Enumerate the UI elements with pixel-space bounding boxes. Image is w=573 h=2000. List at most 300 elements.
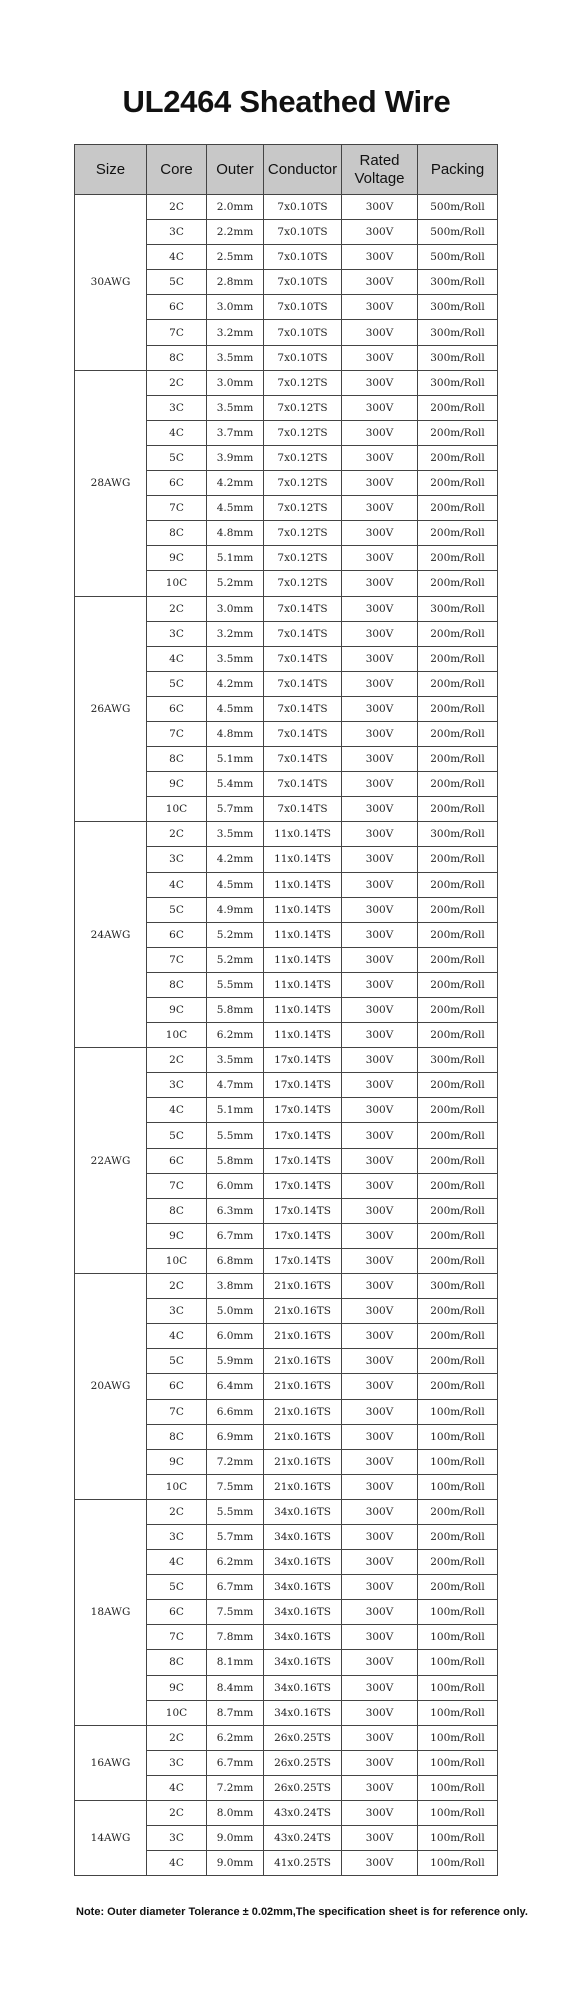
cell-rated-voltage: 300V	[342, 696, 418, 721]
cell-rated-voltage: 300V	[342, 345, 418, 370]
cell-rated-voltage: 300V	[342, 195, 418, 220]
cell-rated-voltage: 300V	[342, 270, 418, 295]
footnote: Note: Outer diameter Tolerance ± 0.02mm,The specification sheet is for reference only.	[76, 1906, 528, 1918]
cell-packing: 200m/Roll	[418, 797, 498, 822]
cell-packing: 200m/Roll	[418, 1499, 498, 1524]
cell-conductor: 21x0.16TS	[264, 1424, 342, 1449]
cell-rated-voltage: 300V	[342, 1324, 418, 1349]
cell-conductor: 11x0.14TS	[264, 972, 342, 997]
cell-core: 4C	[147, 1098, 207, 1123]
cell-packing: 200m/Roll	[418, 1248, 498, 1273]
cell-packing: 200m/Roll	[418, 772, 498, 797]
cell-conductor: 26x0.25TS	[264, 1775, 342, 1800]
cell-core: 8C	[147, 747, 207, 772]
cell-rated-voltage: 300V	[342, 847, 418, 872]
cell-rated-voltage: 300V	[342, 872, 418, 897]
cell-core: 6C	[147, 471, 207, 496]
cell-packing: 200m/Roll	[418, 947, 498, 972]
cell-outer: 3.5mm	[207, 646, 264, 671]
cell-outer: 4.2mm	[207, 847, 264, 872]
cell-outer: 4.7mm	[207, 1073, 264, 1098]
cell-conductor: 11x0.14TS	[264, 922, 342, 947]
cell-outer: 7.2mm	[207, 1775, 264, 1800]
cell-rated-voltage: 300V	[342, 998, 418, 1023]
cell-outer: 4.2mm	[207, 671, 264, 696]
cell-packing: 300m/Roll	[418, 1048, 498, 1073]
header-size: Size	[75, 145, 147, 195]
cell-core: 7C	[147, 947, 207, 972]
cell-outer: 7.8mm	[207, 1625, 264, 1650]
cell-conductor: 7x0.12TS	[264, 571, 342, 596]
table-row	[75, 370, 498, 395]
cell-rated-voltage: 300V	[342, 1499, 418, 1524]
cell-packing: 300m/Roll	[418, 1274, 498, 1299]
cell-conductor: 21x0.16TS	[264, 1299, 342, 1324]
cell-rated-voltage: 300V	[342, 1575, 418, 1600]
cell-conductor: 34x0.16TS	[264, 1600, 342, 1625]
cell-packing: 200m/Roll	[418, 571, 498, 596]
cell-rated-voltage: 300V	[342, 1801, 418, 1826]
cell-outer: 5.2mm	[207, 922, 264, 947]
cell-conductor: 34x0.16TS	[264, 1700, 342, 1725]
cell-outer: 3.2mm	[207, 320, 264, 345]
table-row	[75, 1499, 498, 1524]
cell-outer: 5.7mm	[207, 1524, 264, 1549]
cell-rated-voltage: 300V	[342, 1775, 418, 1800]
cell-core: 4C	[147, 872, 207, 897]
cell-outer: 4.5mm	[207, 872, 264, 897]
cell-outer: 7.5mm	[207, 1474, 264, 1499]
cell-outer: 6.2mm	[207, 1550, 264, 1575]
cell-packing: 200m/Roll	[418, 1123, 498, 1148]
table-row	[75, 195, 498, 220]
cell-outer: 5.4mm	[207, 772, 264, 797]
cell-core: 7C	[147, 721, 207, 746]
cell-outer: 6.7mm	[207, 1575, 264, 1600]
cell-core: 4C	[147, 1775, 207, 1800]
cell-core: 5C	[147, 1123, 207, 1148]
cell-outer: 4.8mm	[207, 721, 264, 746]
cell-outer: 3.0mm	[207, 596, 264, 621]
cell-conductor: 34x0.16TS	[264, 1625, 342, 1650]
cell-packing: 200m/Roll	[418, 747, 498, 772]
cell-packing: 200m/Roll	[418, 1299, 498, 1324]
cell-rated-voltage: 300V	[342, 1223, 418, 1248]
cell-conductor: 11x0.14TS	[264, 998, 342, 1023]
cell-outer: 3.0mm	[207, 370, 264, 395]
cell-conductor: 21x0.16TS	[264, 1274, 342, 1299]
cell-packing: 200m/Roll	[418, 1073, 498, 1098]
cell-rated-voltage: 300V	[342, 445, 418, 470]
cell-packing: 200m/Roll	[418, 546, 498, 571]
cell-size: 26AWG	[75, 596, 147, 822]
cell-outer: 2.5mm	[207, 245, 264, 270]
cell-core: 2C	[147, 370, 207, 395]
cell-packing: 100m/Roll	[418, 1625, 498, 1650]
cell-rated-voltage: 300V	[342, 922, 418, 947]
cell-rated-voltage: 300V	[342, 797, 418, 822]
cell-packing: 200m/Roll	[418, 847, 498, 872]
cell-rated-voltage: 300V	[342, 596, 418, 621]
cell-packing: 200m/Roll	[418, 1324, 498, 1349]
cell-outer: 5.2mm	[207, 947, 264, 972]
cell-core: 2C	[147, 1048, 207, 1073]
cell-outer: 5.8mm	[207, 998, 264, 1023]
cell-core: 9C	[147, 772, 207, 797]
cell-rated-voltage: 300V	[342, 747, 418, 772]
cell-core: 6C	[147, 1374, 207, 1399]
cell-core: 10C	[147, 1474, 207, 1499]
cell-packing: 200m/Roll	[418, 721, 498, 746]
cell-core: 3C	[147, 847, 207, 872]
cell-outer: 3.0mm	[207, 295, 264, 320]
cell-core: 3C	[147, 395, 207, 420]
cell-packing: 200m/Roll	[418, 395, 498, 420]
cell-size: 16AWG	[75, 1725, 147, 1800]
cell-conductor: 17x0.14TS	[264, 1173, 342, 1198]
cell-packing: 300m/Roll	[418, 822, 498, 847]
table-header-row	[75, 145, 498, 195]
cell-packing: 100m/Roll	[418, 1750, 498, 1775]
cell-outer: 6.0mm	[207, 1173, 264, 1198]
cell-rated-voltage: 300V	[342, 320, 418, 345]
cell-packing: 200m/Roll	[418, 496, 498, 521]
cell-conductor: 7x0.12TS	[264, 420, 342, 445]
cell-rated-voltage: 300V	[342, 646, 418, 671]
cell-size: 20AWG	[75, 1274, 147, 1500]
cell-rated-voltage: 300V	[342, 420, 418, 445]
cell-rated-voltage: 300V	[342, 1123, 418, 1148]
header-core: Core	[147, 145, 207, 195]
cell-packing: 200m/Roll	[418, 998, 498, 1023]
cell-core: 9C	[147, 1223, 207, 1248]
table-row	[75, 596, 498, 621]
cell-outer: 5.2mm	[207, 571, 264, 596]
cell-conductor: 34x0.16TS	[264, 1575, 342, 1600]
cell-outer: 3.5mm	[207, 395, 264, 420]
cell-core: 2C	[147, 1801, 207, 1826]
cell-outer: 9.0mm	[207, 1851, 264, 1876]
spec-table	[74, 144, 498, 1876]
table-row	[75, 1801, 498, 1826]
cell-rated-voltage: 300V	[342, 1826, 418, 1851]
cell-outer: 2.2mm	[207, 220, 264, 245]
cell-core: 5C	[147, 1349, 207, 1374]
table-body	[75, 195, 498, 1876]
cell-packing: 100m/Roll	[418, 1449, 498, 1474]
cell-packing: 500m/Roll	[418, 245, 498, 270]
cell-outer: 5.1mm	[207, 546, 264, 571]
cell-core: 7C	[147, 496, 207, 521]
cell-core: 2C	[147, 1499, 207, 1524]
cell-rated-voltage: 300V	[342, 496, 418, 521]
cell-core: 4C	[147, 245, 207, 270]
cell-packing: 300m/Roll	[418, 370, 498, 395]
cell-packing: 100m/Roll	[418, 1650, 498, 1675]
cell-outer: 3.9mm	[207, 445, 264, 470]
cell-outer: 8.4mm	[207, 1675, 264, 1700]
cell-outer: 6.9mm	[207, 1424, 264, 1449]
cell-core: 4C	[147, 1851, 207, 1876]
cell-conductor: 17x0.14TS	[264, 1048, 342, 1073]
cell-packing: 200m/Roll	[418, 1148, 498, 1173]
cell-core: 5C	[147, 671, 207, 696]
cell-core: 9C	[147, 546, 207, 571]
cell-outer: 3.5mm	[207, 822, 264, 847]
cell-outer: 3.2mm	[207, 621, 264, 646]
cell-outer: 6.7mm	[207, 1750, 264, 1775]
cell-conductor: 7x0.12TS	[264, 471, 342, 496]
cell-core: 9C	[147, 1675, 207, 1700]
cell-rated-voltage: 300V	[342, 1073, 418, 1098]
cell-rated-voltage: 300V	[342, 521, 418, 546]
cell-rated-voltage: 300V	[342, 220, 418, 245]
cell-core: 2C	[147, 1274, 207, 1299]
cell-outer: 5.5mm	[207, 1123, 264, 1148]
cell-rated-voltage: 300V	[342, 1550, 418, 1575]
cell-conductor: 7x0.10TS	[264, 220, 342, 245]
cell-conductor: 7x0.12TS	[264, 370, 342, 395]
cell-conductor: 21x0.16TS	[264, 1474, 342, 1499]
cell-core: 5C	[147, 445, 207, 470]
cell-conductor: 7x0.12TS	[264, 496, 342, 521]
cell-core: 6C	[147, 696, 207, 721]
cell-size: 22AWG	[75, 1048, 147, 1274]
cell-packing: 100m/Roll	[418, 1675, 498, 1700]
cell-rated-voltage: 300V	[342, 1173, 418, 1198]
cell-conductor: 7x0.10TS	[264, 245, 342, 270]
cell-conductor: 7x0.10TS	[264, 345, 342, 370]
cell-packing: 200m/Roll	[418, 471, 498, 496]
cell-core: 10C	[147, 797, 207, 822]
cell-packing: 300m/Roll	[418, 320, 498, 345]
cell-rated-voltage: 300V	[342, 1750, 418, 1775]
cell-conductor: 17x0.14TS	[264, 1223, 342, 1248]
cell-packing: 200m/Roll	[418, 696, 498, 721]
cell-packing: 200m/Roll	[418, 1098, 498, 1123]
cell-core: 9C	[147, 998, 207, 1023]
cell-rated-voltage: 300V	[342, 1725, 418, 1750]
cell-conductor: 11x0.14TS	[264, 897, 342, 922]
cell-core: 3C	[147, 1826, 207, 1851]
table-row	[75, 1725, 498, 1750]
cell-rated-voltage: 300V	[342, 1048, 418, 1073]
cell-rated-voltage: 300V	[342, 1374, 418, 1399]
cell-conductor: 7x0.12TS	[264, 445, 342, 470]
cell-core: 10C	[147, 1023, 207, 1048]
cell-conductor: 34x0.16TS	[264, 1499, 342, 1524]
cell-core: 5C	[147, 1575, 207, 1600]
cell-conductor: 7x0.12TS	[264, 395, 342, 420]
cell-outer: 5.1mm	[207, 747, 264, 772]
cell-conductor: 21x0.16TS	[264, 1324, 342, 1349]
cell-outer: 8.7mm	[207, 1700, 264, 1725]
cell-conductor: 7x0.14TS	[264, 721, 342, 746]
cell-size: 18AWG	[75, 1499, 147, 1725]
cell-core: 3C	[147, 621, 207, 646]
cell-conductor: 7x0.10TS	[264, 295, 342, 320]
page-title: UL2464 Sheathed Wire	[122, 84, 451, 119]
cell-packing: 200m/Roll	[418, 1550, 498, 1575]
cell-core: 7C	[147, 1399, 207, 1424]
cell-conductor: 11x0.14TS	[264, 847, 342, 872]
cell-core: 2C	[147, 1725, 207, 1750]
cell-packing: 200m/Roll	[418, 1349, 498, 1374]
cell-core: 2C	[147, 596, 207, 621]
cell-outer: 6.6mm	[207, 1399, 264, 1424]
cell-core: 4C	[147, 1550, 207, 1575]
cell-conductor: 11x0.14TS	[264, 947, 342, 972]
cell-core: 7C	[147, 1625, 207, 1650]
cell-conductor: 7x0.10TS	[264, 270, 342, 295]
cell-outer: 5.5mm	[207, 972, 264, 997]
cell-rated-voltage: 300V	[342, 1474, 418, 1499]
cell-outer: 6.7mm	[207, 1223, 264, 1248]
cell-packing: 500m/Roll	[418, 195, 498, 220]
cell-core: 5C	[147, 270, 207, 295]
cell-core: 6C	[147, 1148, 207, 1173]
cell-conductor: 7x0.10TS	[264, 320, 342, 345]
cell-core: 6C	[147, 1600, 207, 1625]
cell-packing: 100m/Roll	[418, 1775, 498, 1800]
cell-packing: 200m/Roll	[418, 445, 498, 470]
cell-packing: 200m/Roll	[418, 1173, 498, 1198]
cell-packing: 100m/Roll	[418, 1474, 498, 1499]
cell-packing: 200m/Roll	[418, 1223, 498, 1248]
cell-conductor: 17x0.14TS	[264, 1148, 342, 1173]
cell-core: 3C	[147, 1750, 207, 1775]
cell-size: 28AWG	[75, 370, 147, 596]
cell-packing: 100m/Roll	[418, 1700, 498, 1725]
cell-packing: 100m/Roll	[418, 1851, 498, 1876]
cell-core: 3C	[147, 1299, 207, 1324]
cell-core: 6C	[147, 295, 207, 320]
cell-rated-voltage: 300V	[342, 671, 418, 696]
header-outer: Outer	[207, 145, 264, 195]
cell-core: 6C	[147, 922, 207, 947]
cell-packing: 500m/Roll	[418, 220, 498, 245]
cell-rated-voltage: 300V	[342, 1399, 418, 1424]
cell-outer: 2.0mm	[207, 195, 264, 220]
cell-rated-voltage: 300V	[342, 370, 418, 395]
cell-core: 10C	[147, 571, 207, 596]
cell-conductor: 21x0.16TS	[264, 1449, 342, 1474]
cell-conductor: 21x0.16TS	[264, 1349, 342, 1374]
cell-conductor: 17x0.14TS	[264, 1198, 342, 1223]
cell-rated-voltage: 300V	[342, 1650, 418, 1675]
cell-rated-voltage: 300V	[342, 1625, 418, 1650]
cell-conductor: 7x0.14TS	[264, 772, 342, 797]
cell-conductor: 7x0.12TS	[264, 546, 342, 571]
table-row	[75, 822, 498, 847]
cell-outer: 9.0mm	[207, 1826, 264, 1851]
cell-packing: 100m/Roll	[418, 1424, 498, 1449]
cell-core: 3C	[147, 1524, 207, 1549]
cell-conductor: 21x0.16TS	[264, 1374, 342, 1399]
cell-packing: 200m/Roll	[418, 1575, 498, 1600]
cell-core: 3C	[147, 1073, 207, 1098]
cell-rated-voltage: 300V	[342, 822, 418, 847]
cell-size: 24AWG	[75, 822, 147, 1048]
cell-rated-voltage: 300V	[342, 1449, 418, 1474]
cell-core: 2C	[147, 822, 207, 847]
cell-outer: 5.9mm	[207, 1349, 264, 1374]
cell-conductor: 7x0.14TS	[264, 596, 342, 621]
cell-conductor: 7x0.14TS	[264, 747, 342, 772]
cell-rated-voltage: 300V	[342, 1675, 418, 1700]
cell-packing: 100m/Roll	[418, 1399, 498, 1424]
cell-conductor: 34x0.16TS	[264, 1650, 342, 1675]
cell-outer: 3.7mm	[207, 420, 264, 445]
cell-rated-voltage: 300V	[342, 1524, 418, 1549]
cell-outer: 6.2mm	[207, 1023, 264, 1048]
cell-rated-voltage: 300V	[342, 772, 418, 797]
cell-rated-voltage: 300V	[342, 471, 418, 496]
cell-packing: 200m/Roll	[418, 1023, 498, 1048]
cell-packing: 300m/Roll	[418, 295, 498, 320]
cell-conductor: 26x0.25TS	[264, 1750, 342, 1775]
table-row	[75, 1274, 498, 1299]
header-packing: Packing	[418, 145, 498, 195]
cell-core: 4C	[147, 420, 207, 445]
cell-outer: 5.7mm	[207, 797, 264, 822]
cell-size: 14AWG	[75, 1801, 147, 1876]
cell-core: 10C	[147, 1248, 207, 1273]
cell-outer: 6.8mm	[207, 1248, 264, 1273]
cell-packing: 200m/Roll	[418, 420, 498, 445]
cell-rated-voltage: 300V	[342, 1851, 418, 1876]
cell-conductor: 34x0.16TS	[264, 1675, 342, 1700]
cell-packing: 200m/Roll	[418, 646, 498, 671]
cell-conductor: 17x0.14TS	[264, 1123, 342, 1148]
cell-conductor: 43x0.24TS	[264, 1826, 342, 1851]
cell-rated-voltage: 300V	[342, 546, 418, 571]
cell-packing: 300m/Roll	[418, 596, 498, 621]
cell-core: 2C	[147, 195, 207, 220]
cell-conductor: 17x0.14TS	[264, 1248, 342, 1273]
cell-packing: 200m/Roll	[418, 922, 498, 947]
cell-outer: 3.5mm	[207, 1048, 264, 1073]
cell-rated-voltage: 300V	[342, 1148, 418, 1173]
cell-rated-voltage: 300V	[342, 571, 418, 596]
cell-outer: 6.0mm	[207, 1324, 264, 1349]
cell-conductor: 17x0.14TS	[264, 1073, 342, 1098]
cell-rated-voltage: 300V	[342, 1600, 418, 1625]
cell-outer: 5.5mm	[207, 1499, 264, 1524]
cell-packing: 100m/Roll	[418, 1600, 498, 1625]
cell-rated-voltage: 300V	[342, 621, 418, 646]
cell-rated-voltage: 300V	[342, 395, 418, 420]
cell-packing: 200m/Roll	[418, 872, 498, 897]
cell-packing: 200m/Roll	[418, 1374, 498, 1399]
cell-packing: 300m/Roll	[418, 345, 498, 370]
cell-conductor: 11x0.14TS	[264, 872, 342, 897]
cell-conductor: 34x0.16TS	[264, 1524, 342, 1549]
cell-outer: 6.4mm	[207, 1374, 264, 1399]
cell-packing: 200m/Roll	[418, 671, 498, 696]
cell-conductor: 7x0.14TS	[264, 797, 342, 822]
header-conductor: Conductor	[264, 145, 342, 195]
cell-conductor: 34x0.16TS	[264, 1550, 342, 1575]
cell-core: 7C	[147, 1173, 207, 1198]
cell-core: 10C	[147, 1700, 207, 1725]
cell-conductor: 21x0.16TS	[264, 1399, 342, 1424]
cell-core: 7C	[147, 320, 207, 345]
cell-conductor: 7x0.10TS	[264, 195, 342, 220]
cell-rated-voltage: 300V	[342, 1023, 418, 1048]
cell-rated-voltage: 300V	[342, 1700, 418, 1725]
cell-size: 30AWG	[75, 195, 147, 371]
